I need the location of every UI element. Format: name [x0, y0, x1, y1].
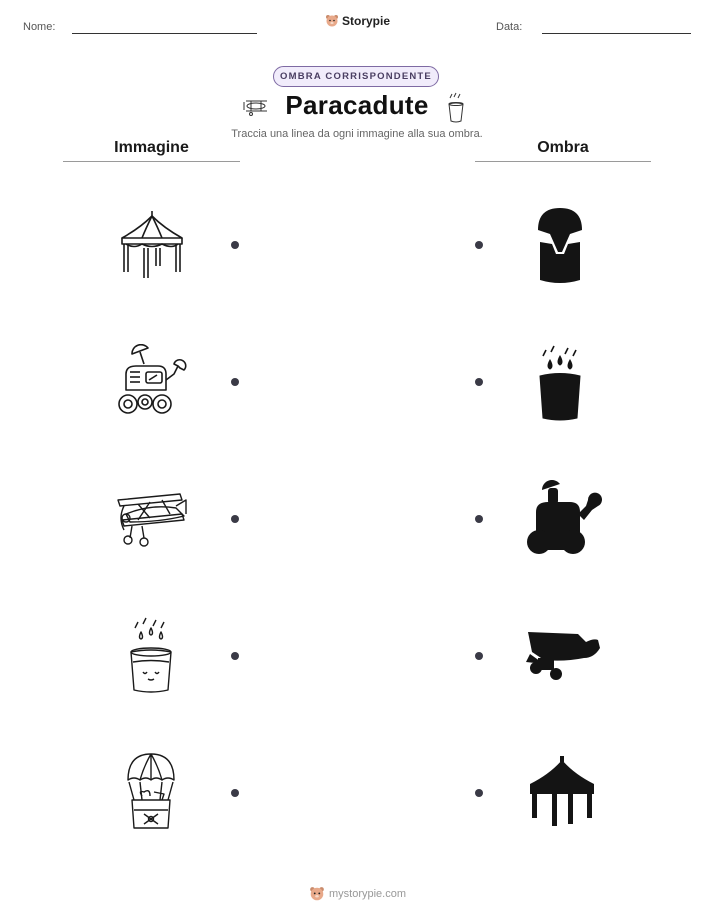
- connect-dot-left[interactable]: [231, 378, 239, 386]
- connect-dot-left[interactable]: [231, 789, 239, 797]
- connect-dot-right[interactable]: [475, 789, 483, 797]
- storypie-logo: [325, 14, 390, 28]
- parachute-basket-icon: [124, 752, 178, 832]
- column-rule-right: [475, 161, 651, 162]
- parachute-basket-shadow: [532, 206, 588, 286]
- page-title: Paracadute: [285, 90, 429, 120]
- connect-dot-right[interactable]: [475, 652, 483, 660]
- column-header-shadow: Ombra: [537, 139, 589, 156]
- rain-bucket-shadow: [538, 342, 582, 422]
- date-label: Data:: [496, 21, 523, 33]
- connect-dot-left[interactable]: [231, 652, 239, 660]
- footer-url[interactable]: mystorypie.com: [329, 888, 407, 900]
- connect-dot-right[interactable]: [475, 378, 483, 386]
- footer: [309, 886, 406, 902]
- instructions: Traccia una linea da ogni immagine alla sua ombra.: [231, 128, 483, 140]
- rover-robot-icon: [112, 344, 190, 420]
- gazebo-icon: [116, 208, 188, 282]
- worksheet-type-badge: OMBRA CORRISPONDENTE: [273, 66, 439, 87]
- gazebo-shadow: [526, 756, 598, 828]
- connect-dot-left[interactable]: [231, 515, 239, 523]
- biplane-icon: [110, 488, 190, 550]
- name-line[interactable]: [72, 33, 257, 34]
- rain-bucket-small-icon: [445, 92, 467, 124]
- date-line[interactable]: [542, 33, 691, 34]
- rain-bucket-icon: [126, 614, 176, 696]
- bear-mascot-icon: [325, 14, 339, 28]
- connect-dot-right[interactable]: [475, 241, 483, 249]
- bear-mascot-icon: [309, 886, 325, 902]
- connect-dot-left[interactable]: [231, 241, 239, 249]
- column-rule-left: [63, 161, 240, 162]
- rover-robot-shadow: [526, 480, 602, 556]
- column-header-image: Immagine: [114, 139, 189, 156]
- biplane-shadow: [524, 624, 602, 684]
- name-label: Nome:: [23, 21, 56, 33]
- logo-text: Storypie: [342, 14, 391, 28]
- connect-dot-right[interactable]: [475, 515, 483, 523]
